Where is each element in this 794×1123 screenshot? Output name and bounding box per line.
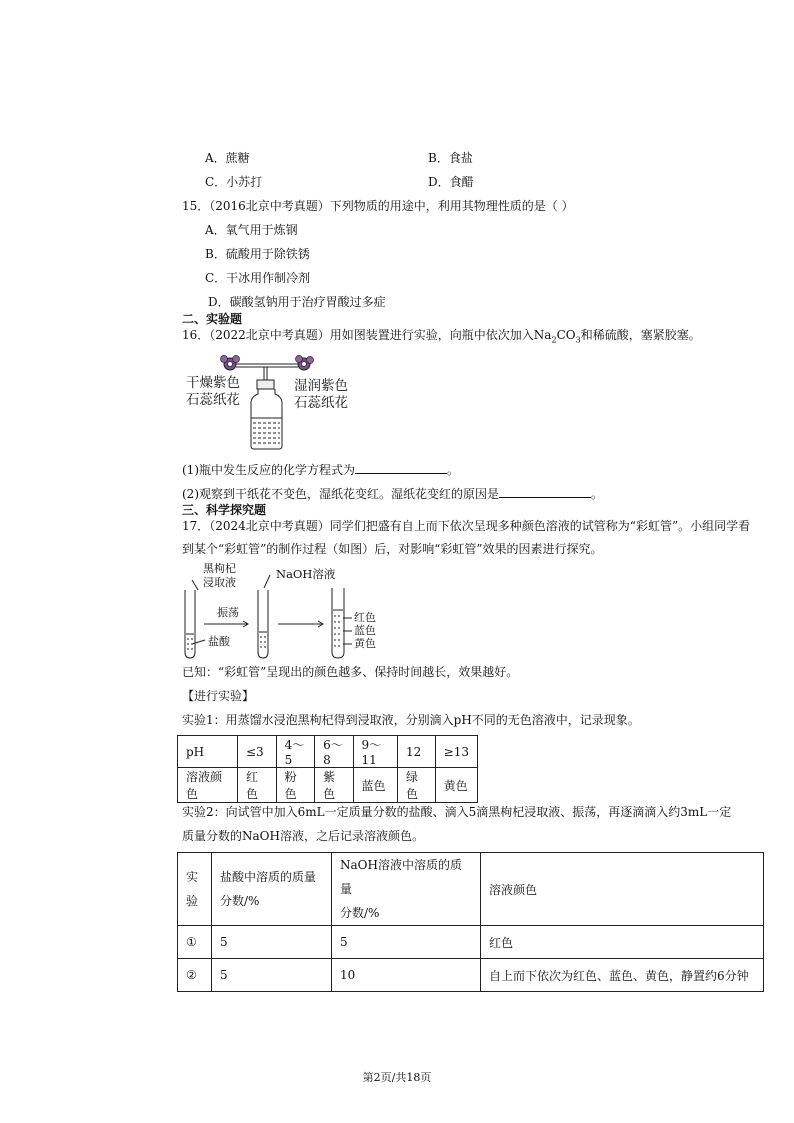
q17-stem-line2: 到某个“彩虹管”的制作过程（如图）后，对影响“彩虹管”效果的因素进行探究。 xyxy=(182,542,603,556)
q17-label-acid: 盐酸 xyxy=(208,635,230,648)
table-cell: 4～5 xyxy=(276,736,314,768)
table-cell: 6～8 xyxy=(315,736,353,768)
ph-color-table xyxy=(177,735,478,803)
table-header-row xyxy=(178,853,764,926)
table-row-color xyxy=(178,768,478,803)
experiment2-table xyxy=(177,852,764,992)
q16-sub2: (2)观察到干纸花不变色，湿纸花变红。湿纸花变红的原因是 。 xyxy=(182,487,604,501)
q17-known: 已知：“彩虹管”呈现出的颜色越多、保持时间越长，效果越好。 xyxy=(182,665,519,679)
q16-label-dry-1: 干燥紫色 xyxy=(186,375,240,391)
q14-option-b: B．食盐 xyxy=(428,151,473,165)
table-cell: 红色 xyxy=(481,926,764,959)
table-cell: 5 xyxy=(212,926,332,959)
q16-label-wet-1: 湿润紫色 xyxy=(294,378,348,394)
section-heading-inquiry: 三、科学探究题 xyxy=(182,503,267,517)
q17-label-blue: 蓝色 xyxy=(354,624,376,637)
q17-stem-line1: 17．（2024北京中考真题）同学们把盛有自上而下依次呈现多种颜色溶液的试管称为“彩虹管”。小组同学看 xyxy=(182,519,751,533)
q17-exp2-line2: 质量分数的NaOH溶液，之后记录溶液颜色。 xyxy=(182,829,424,843)
q15-option-c: C．干冰用作制冷剂 xyxy=(205,271,311,285)
table-cell: 溶液颜色 xyxy=(178,768,238,803)
table-header-cell: 盐酸中溶质的质量 分数/% xyxy=(212,853,332,926)
q17-experiment-heading: 【进行实验】 xyxy=(182,689,255,703)
answer-blank-2[interactable] xyxy=(499,485,591,498)
wet-flower-icon xyxy=(296,356,314,371)
table-cell: 5 xyxy=(332,926,481,959)
q14-option-a: A．蔗糖 xyxy=(205,151,250,165)
table-cell: pH xyxy=(178,736,238,768)
table-row xyxy=(178,926,764,959)
q16-sub1: (1)瓶中发生反应的化学方程式为 。 xyxy=(182,463,460,477)
table-cell: 自上而下依次为红色、蓝色、黄色，静置约6分钟 xyxy=(481,959,764,992)
q17-exp2-line1: 实验2：向试管中加入6mL一定质量分数的盐酸、滴入5滴黑枸杞浸取液、振荡，再逐滴滴入约3mL一定 xyxy=(182,805,732,819)
dry-flower-icon xyxy=(221,356,240,371)
q17-label-naoh: NaOH溶液 xyxy=(276,567,336,581)
q15-stem: 15．（2016北京中考真题）下列物质的用途中，利用其物理性质的是（ ） xyxy=(182,199,574,213)
q15-option-b: B．硫酸用于除铁锈 xyxy=(205,247,310,261)
q17-label-shake: 振荡 xyxy=(217,606,239,619)
q15-option-a: A．氧气用于炼钢 xyxy=(205,223,298,237)
q17-exp1-desc: 实验1：用蒸馏水浸泡黑枸杞得到浸取液，分别滴入pH不同的无色溶液中，记录现象。 xyxy=(182,713,640,727)
table-cell: ≤3 xyxy=(238,736,277,768)
table-cell: 绿色 xyxy=(397,768,435,803)
answer-blank-1[interactable] xyxy=(355,461,447,474)
section-heading-experiment: 二、实验题 xyxy=(182,312,243,326)
q16-label-dry-2: 石蕊纸花 xyxy=(186,392,240,408)
table-cell: 10 xyxy=(332,959,481,992)
table-row-ph xyxy=(178,736,478,768)
table-cell: ② xyxy=(178,959,212,992)
q17-label-extract-2: 浸取液 xyxy=(203,576,236,589)
table-cell: 5 xyxy=(212,959,332,992)
q17-label-red: 红色 xyxy=(354,611,376,624)
table-cell: 紫色 xyxy=(315,768,353,803)
table-cell: 红色 xyxy=(238,768,277,803)
page-footer: 第2页/共18页 xyxy=(362,1071,432,1084)
q17-label-yellow: 黄色 xyxy=(354,637,376,650)
table-header-cell: 溶液颜色 xyxy=(481,853,764,926)
table-header-cell: NaOH溶液中溶质的质量 分数/% xyxy=(332,853,481,926)
table-cell: 粉色 xyxy=(276,768,314,803)
table-cell: 黄色 xyxy=(435,768,477,803)
table-cell: 蓝色 xyxy=(353,768,397,803)
q17-label-extract-1: 黑枸杞 xyxy=(203,562,236,575)
table-cell: ≥13 xyxy=(435,736,477,768)
table-cell: 12 xyxy=(397,736,435,768)
table-row xyxy=(178,959,764,992)
table-cell: ① xyxy=(178,926,212,959)
q16-stem: 16．（2022北京中考真题）用如图装置进行实验，向瓶中依次加入$Na_2CO_3$和稀硫酸，塞紧胶塞。 xyxy=(182,328,701,345)
q14-option-d: D．食醋 xyxy=(428,175,474,189)
q14-option-c: C．小苏打 xyxy=(205,175,263,189)
q16-label-wet-2: 石蕊纸花 xyxy=(294,395,348,411)
table-cell: 9～11 xyxy=(353,736,397,768)
table-header-cell: 实 验 xyxy=(178,853,212,926)
q15-option-d: D．碳酸氢钠用于治疗胃酸过多症 xyxy=(208,295,386,309)
